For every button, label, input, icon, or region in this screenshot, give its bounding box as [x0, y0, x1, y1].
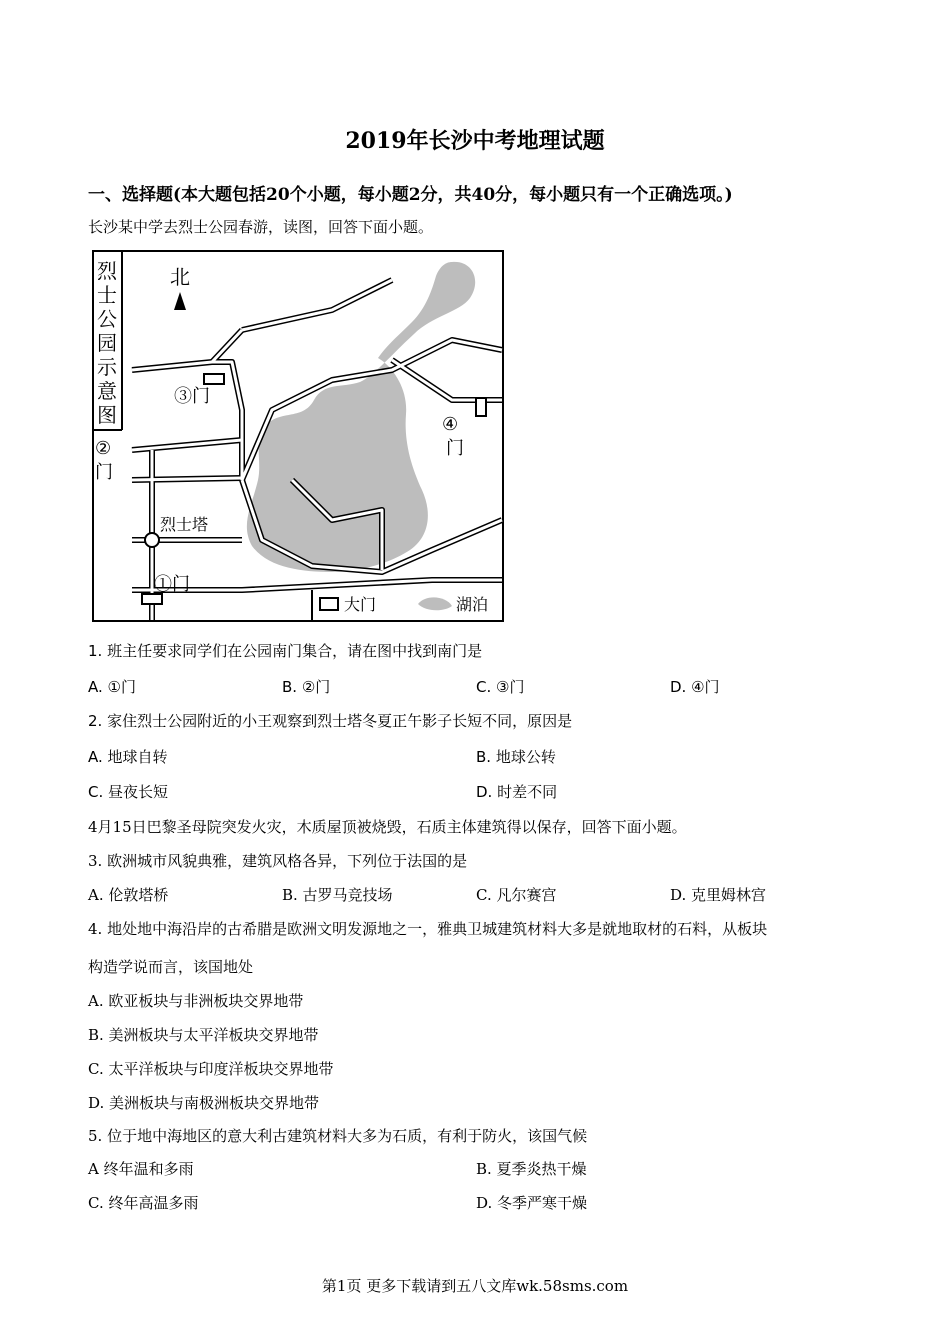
q3-option-a[interactable]: A. 伦敦塔桥 [88, 886, 169, 904]
tower-label: 烈士塔 [160, 515, 209, 534]
question-text: 家住烈士公园附近的小王观察到烈士塔冬夏正午影子长短不同，原因是 [107, 712, 573, 730]
gate1-marker [142, 594, 162, 604]
q2-option-a[interactable]: A. 地球自转 [88, 748, 168, 766]
gate4-label-b: 门 [446, 438, 464, 459]
page-title: 2019年长沙中考地理试题 [345, 128, 605, 154]
map-title-char: 烈 [97, 259, 117, 283]
page-footer: 第1页 更多下载请到五八文库wk.58sms.com [321, 1277, 629, 1295]
q1-option-b[interactable]: B. ②门 [282, 678, 331, 696]
legend-lake-label: 湖泊 [456, 595, 489, 614]
q5-option-c[interactable]: C. 终年高温多雨 [88, 1194, 199, 1212]
question-3: 3. 欧洲城市风貌典雅，建筑风格各异，下列位于法国的是 [88, 852, 468, 870]
question-4-line-2: 构造学说而言，该国地处 [88, 958, 254, 976]
gate4-label-a: ④ [442, 414, 459, 435]
question-text: 班主任要求同学们在公园南门集合，请在图中找到南门是 [107, 642, 483, 660]
map-title-char: 士 [97, 283, 117, 307]
question-4-line-1: 4. 地处地中海沿岸的古希腊是欧洲文明发源地之一，雅典卫城建筑材料大多是就地取材的石料，从板块 [88, 920, 768, 938]
q3-option-b[interactable]: B. 古罗马竞技场 [282, 886, 393, 904]
q4-option-a[interactable]: A. 欧亚板块与非洲板块交界地带 [88, 992, 304, 1010]
map-title-char: 示 [97, 355, 117, 379]
section-heading: 一、选择题(本大题包括20个小题，每小题2分，共40分，每小题只有一个正确选项。) [88, 185, 733, 205]
question-number: 2. [88, 712, 103, 730]
legend-gate-label: 大门 [344, 595, 377, 614]
q2-option-b[interactable]: B. 地球公转 [476, 748, 556, 766]
q3-option-d[interactable]: D. 克里姆林宫 [670, 886, 767, 904]
q5-option-d[interactable]: D. 冬季严寒干燥 [476, 1194, 588, 1212]
q3-option-c[interactable]: C. 凡尔赛宫 [476, 886, 557, 904]
map-title-char: 园 [97, 331, 117, 355]
gate3-label: ③门 [174, 386, 210, 407]
q1-option-a[interactable]: A. ①门 [88, 678, 136, 696]
question-5: 5. 位于地中海地区的意大利古建筑材料大多为石质，有利于防火，该国气候 [88, 1127, 588, 1145]
intro-text-1: 长沙某中学去烈士公园春游，读图，回答下面小题。 [88, 218, 434, 236]
q1-option-d[interactable]: D. ④门 [670, 678, 720, 696]
question-number: 1. [88, 642, 103, 660]
q4-option-c[interactable]: C. 太平洋板块与印度洋板块交界地带 [88, 1060, 334, 1078]
q5-option-a[interactable]: A 终年温和多雨 [88, 1160, 194, 1178]
legend-gate-icon [320, 598, 338, 610]
q4-option-d[interactable]: D. 美洲板块与南极洲板块交界地带 [88, 1094, 320, 1112]
gate2-label-a: ② [95, 438, 112, 459]
q1-option-c[interactable]: C. ③门 [476, 678, 525, 696]
intro-text-2: 4月15日巴黎圣母院突发火灾，木质屋顶被烧毁，石质主体建筑得以保存，回答下面小题。 [88, 818, 687, 836]
q4-option-b[interactable]: B. 美洲板块与太平洋板块交界地带 [88, 1026, 319, 1044]
park-map [92, 250, 506, 624]
tower-marker [145, 533, 159, 547]
north-label: 北 [170, 265, 190, 289]
q2-option-c[interactable]: C. 昼夜长短 [88, 783, 169, 801]
gate4-marker [476, 398, 486, 416]
gate2-label-b: 门 [95, 462, 113, 483]
map-title-char: 公 [97, 307, 117, 331]
question-2 [88, 710, 572, 731]
q5-option-b[interactable]: B. 夏季炎热干燥 [476, 1160, 587, 1178]
map-title-char: 图 [97, 403, 117, 427]
question-1 [88, 640, 482, 661]
gate1-label: ①门 [154, 574, 190, 595]
map-title-char: 意 [97, 379, 117, 403]
q2-option-d[interactable]: D. 时差不同 [476, 783, 558, 801]
gate3-marker [204, 374, 224, 384]
